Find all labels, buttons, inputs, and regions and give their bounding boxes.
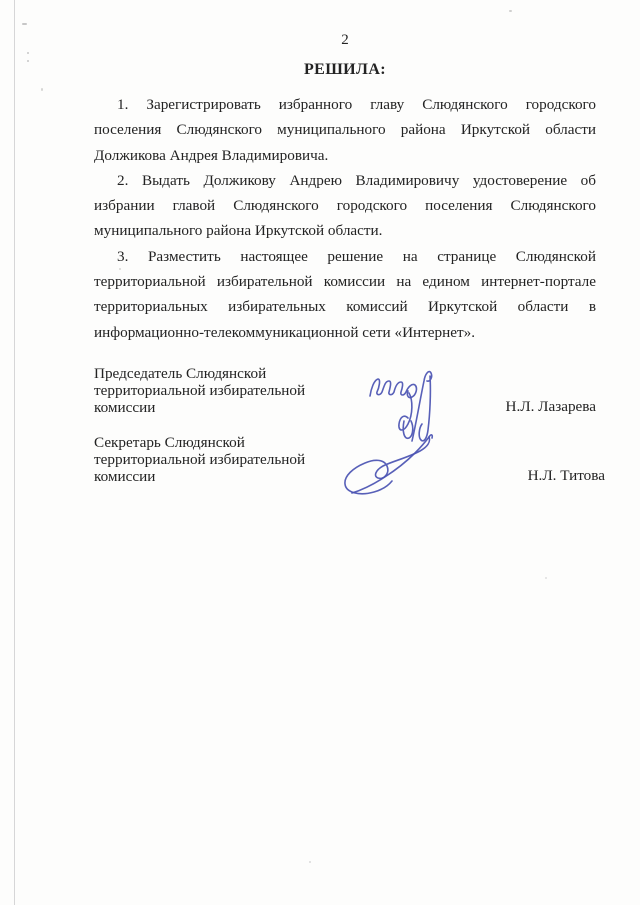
signatory-title <box>94 435 305 485</box>
paragraph-line: избрании главой Слюдянского городского поселения Слюдянского <box>94 197 596 215</box>
signatory-title-line: Секретарь Слюдянской <box>94 434 245 452</box>
scan-speck <box>309 861 311 863</box>
paragraph-line: 1. Зарегистрировать избранного главу Слюдянского городского <box>117 96 596 113</box>
scan-speck <box>545 577 547 579</box>
signatory-row-secretary <box>94 434 605 485</box>
scan-speck <box>27 60 29 62</box>
paragraph-line: 2. Выдать Должикову Андрею Владимировичу удостоверение об <box>117 171 596 189</box>
signatory-name: Н.Л. Титова <box>527 466 605 484</box>
scan-speck <box>509 10 512 12</box>
signatory-title-line: Председатель Слюдянской <box>94 365 267 382</box>
signatory-title-line: комиссии <box>94 398 156 416</box>
paragraph-1 <box>94 92 596 168</box>
paragraph-3 <box>94 244 596 345</box>
paragraph-line: территориальных избирательных комиссий Иркутской области в <box>94 298 596 316</box>
signatory-title-line: территориальной избирательной <box>94 451 306 469</box>
signatory-title-line: территориальной избирательной <box>94 381 306 399</box>
paragraph-line: муниципального района Иркутской области. <box>94 222 383 240</box>
scan-speck <box>27 52 29 54</box>
signature-section <box>94 365 605 486</box>
resolution-heading: РЕШИЛА: <box>303 61 387 78</box>
signatory-row-chairman <box>94 366 596 416</box>
page-number: 2 <box>341 32 349 48</box>
scan-speck <box>41 88 43 91</box>
signatory-title-line: комиссии <box>94 467 156 485</box>
scan-speck <box>22 23 27 25</box>
paragraph-line: поселения Слюдянского муниципального района Иркутской области <box>94 121 596 139</box>
scan-artifact-line <box>14 0 15 905</box>
paragraph-line: 3. Разместить настоящее решение на странице Слюдянской <box>117 247 596 265</box>
resolution-body <box>94 92 596 345</box>
signatory-title <box>94 366 305 416</box>
paragraph-line: информационно-телекоммуникационной сети «Интернет». <box>94 323 476 341</box>
signatory-name: Н.Л. Лазарева <box>505 397 596 415</box>
paragraph-line: территориальной избирательной комиссии на едином интернет-портале <box>94 273 596 291</box>
paragraph-2 <box>94 168 596 244</box>
paragraph-line: Должикова Андрея Владимировича. <box>94 146 329 164</box>
